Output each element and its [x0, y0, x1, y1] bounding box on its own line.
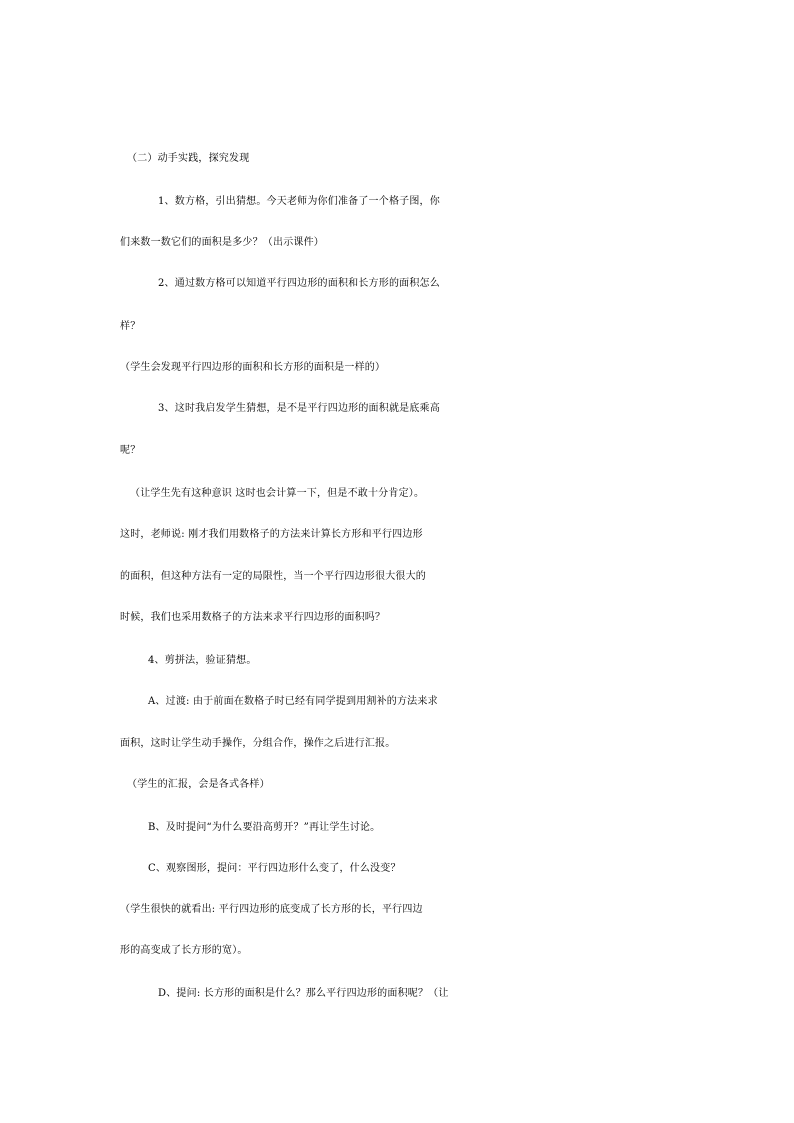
paragraph-line: C、观察图形，提问：平行四边形什么变了，什么没变？ — [148, 863, 401, 874]
paragraph-line: A、过渡: 由于前面在数格子时已经有同学提到用割补的方法来求 — [148, 696, 438, 707]
paragraph-line: （学生的汇报，会是各式各样） — [127, 779, 270, 790]
paragraph-line: D、提问: 长方形的面积是什么？那么平行四边形的面积呢？（让 — [158, 988, 449, 999]
paragraph-line: 1、数方格，引出猜想。今天老师为你们准备了一个格子图，你 — [158, 196, 440, 207]
paragraph-line: 样？ — [120, 321, 141, 332]
paragraph-line: 的面积，但这种方法有一定的局限性，当一个平行四边形很大很大的 — [120, 571, 426, 582]
paragraph-line: 面积，这时让学生动手操作，分组合作，操作之后进行汇报。 — [120, 738, 396, 749]
paragraph-line: 2、通过数方格可以知道平行四边形的面积和长方形的面积怎么 — [158, 278, 440, 289]
paragraph-line: （学生会发现平行四边形的面积和长方形的面积是一样的） — [120, 362, 386, 373]
section-heading: （二）动手实践，探究发现 — [127, 153, 250, 164]
paragraph-line: （学生很快的就看出: 平行四边形的底变成了长方形的长，平行四边 — [120, 904, 423, 915]
paragraph-line: 形的高变成了长方形的宽）。 — [120, 945, 248, 956]
paragraph-line: 3、这时我启发学生猜想，是不是平行四边形的面积就是底乘高 — [158, 403, 440, 414]
paragraph-line: （让学生先有这种意识 这时也会计算一下，但是不敢十分肯定）。 — [130, 488, 425, 499]
paragraph-line: 4、剪拼法，验证猜想。 — [148, 655, 257, 666]
paragraph-line: 这时，老师说: 刚才我们用数格子的方法来计算长方形和平行四边形 — [120, 529, 423, 540]
paragraph-line: 们来数一数它们的面积是多少？（出示课件） — [120, 237, 324, 248]
paragraph-line: 时候，我们也采用数格子的方法来求平行四边形的面积吗？ — [120, 612, 386, 623]
paragraph-line: B、及时提问“为什么要沿高剪开？”再让学生讨论。 — [148, 822, 381, 833]
paragraph-line: 呢？ — [120, 445, 141, 456]
